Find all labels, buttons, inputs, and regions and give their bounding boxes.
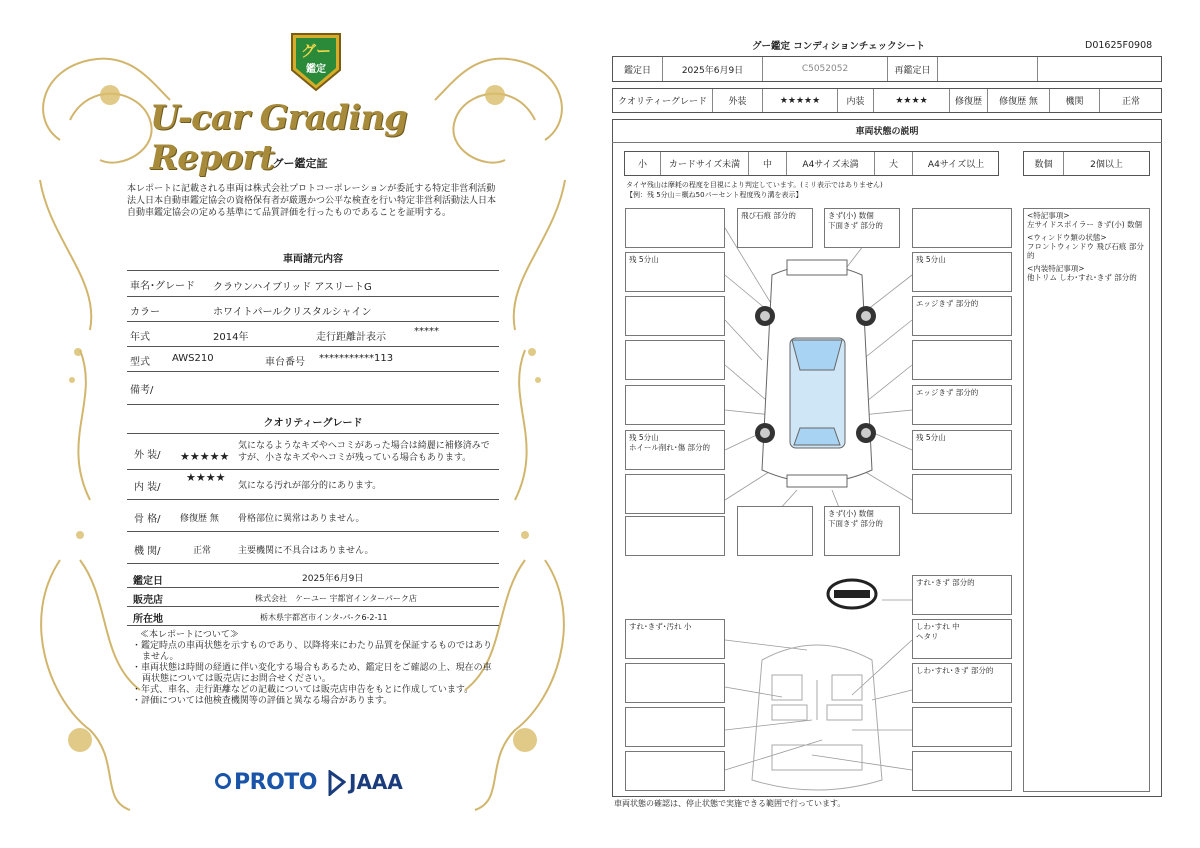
name-value: クラウンハイブリッド アスリートG bbox=[213, 282, 372, 293]
observation-box: すれ･きず 部分的 bbox=[912, 575, 1012, 615]
legend-large: 大 bbox=[875, 152, 913, 175]
special-heading: <特記事項> bbox=[1027, 211, 1070, 220]
remarks-label: 備考/ bbox=[130, 385, 154, 396]
observation-box bbox=[625, 751, 725, 791]
observation-box: 残 5分山 bbox=[912, 430, 1012, 470]
note-item: ・鑑定時点の車両状態を示すものであり、以降将来にわたり品質を保証するものではありません。 bbox=[132, 641, 493, 662]
quality-row bbox=[612, 88, 1162, 113]
mileage-value: ***** bbox=[414, 326, 439, 337]
certificate-title: U-car Grading Report bbox=[150, 98, 407, 178]
report-notes bbox=[130, 630, 500, 707]
observation-box: きず(小) 数個 下面きず 部分的 bbox=[824, 506, 900, 556]
observation-box: 飛び石痕 部分的 bbox=[737, 208, 813, 248]
exterior-desc: 気になるようなキズやヘコミがあった場合は綺麗に補修済みですが、小さなキズやヘコミが残っている場合もあります。 bbox=[238, 441, 490, 463]
interior-stars: ★★★★ bbox=[186, 471, 226, 484]
observation-box bbox=[625, 340, 725, 380]
interior-desc: 気になる汚れが部分的にあります。 bbox=[238, 481, 382, 491]
legend-count: 数個 bbox=[1024, 152, 1064, 175]
engine-label: 機 関/ bbox=[134, 546, 161, 557]
model-label: 型式 bbox=[130, 357, 150, 368]
observation-box bbox=[625, 474, 725, 514]
observation-box bbox=[625, 208, 725, 248]
emblem-top-text: グー bbox=[300, 42, 331, 60]
engine-label: 機関 bbox=[1050, 89, 1100, 112]
engine-value: 正常 bbox=[1121, 97, 1140, 107]
ext-label: 外装 bbox=[713, 89, 763, 112]
sheet-title: グー鑑定 コンディションチェックシート bbox=[752, 41, 926, 52]
tire-note-2: 【例：残 5分山＝概ね50パーセント程度残り溝を表示】 bbox=[626, 191, 803, 199]
observation-box bbox=[625, 707, 725, 747]
observation-box bbox=[912, 751, 1012, 791]
emblem-bottom-text: 鑑定 bbox=[306, 64, 326, 75]
note-item: ・車両状態は時間の経過に伴い変化する場合もあるため、鑑定日をご確認の上、現在の車両状態については販売店にお問合せください。 bbox=[132, 663, 492, 684]
interior-label: 内 装/ bbox=[134, 482, 161, 493]
certificate-intro: 本レポートに記載される車両は株式会社プロトコーポレーションが委託する特定非営利活動法人日本自動車鑑定協会の資格保有者が厳選かつ公平な検査を行い特定非営利活動法人日本自動車鑑定協会の定める基準にて品質評価を行ったものであることを証明する。 bbox=[127, 184, 497, 218]
proto-logo: PROTO bbox=[234, 770, 317, 795]
inspection-code: C5052052 bbox=[763, 57, 888, 81]
note-item: ・評価については他検査機関等の評価と異なる場合があります。 bbox=[132, 696, 393, 706]
observation-box bbox=[625, 385, 725, 425]
int-label: 内装 bbox=[838, 89, 874, 112]
doc-id: D01625F0908 bbox=[1085, 40, 1153, 51]
observation-box: すれ･きず･汚れ 小 bbox=[625, 619, 725, 659]
sheet-footer: 車両状態の確認は、停止状態で実施できる範囲で行っています。 bbox=[614, 799, 846, 808]
shop-value: 株式会社 ケーユー 宇都宮インターパーク店 bbox=[255, 594, 417, 603]
legend-small-desc: カードサイズ未満 bbox=[661, 152, 749, 175]
tire-note-1: タイヤ残山は摩耗の程度を目視により判定しています。(ミリ表示ではありません) bbox=[626, 181, 883, 189]
inspection-date-label: 鑑定日 bbox=[613, 57, 663, 81]
exterior-stars: ★★★★★ bbox=[180, 450, 230, 463]
observation-box: エッジきず 部分的 bbox=[912, 296, 1012, 336]
chassis-value: ***********113 bbox=[319, 353, 394, 364]
observation-box bbox=[737, 506, 813, 556]
goo-emblem bbox=[288, 30, 344, 92]
observation-box bbox=[625, 296, 725, 336]
observation-box bbox=[912, 340, 1012, 380]
color-value: ホワイトパールクリスタルシャイン bbox=[213, 307, 372, 318]
legend-mid: 中 bbox=[749, 152, 787, 175]
count-legend bbox=[1023, 151, 1150, 176]
observation-box bbox=[625, 516, 725, 556]
observation-box: 残 5分山 ホイール削れ･傷 部分的 bbox=[625, 430, 725, 470]
frame-label: 骨 格/ bbox=[134, 514, 161, 525]
reinspect-label: 再鑑定日 bbox=[888, 57, 938, 81]
observation-box: しわ･すれ 中 ヘタリ bbox=[912, 619, 1012, 659]
color-label: カラー bbox=[130, 307, 160, 318]
legend-mid-desc: A4サイズ未満 bbox=[787, 152, 875, 175]
certificate-subtitle: グー鑑定証 bbox=[272, 157, 328, 170]
address-value: 栃木県宇都宮市インタ-パ-ク6-2-11 bbox=[260, 613, 388, 622]
quality-heading: クオリティーグレード bbox=[263, 418, 363, 429]
observation-box: しわ･すれ･きず 部分的 bbox=[912, 663, 1012, 703]
condition-heading: 車両状態の説明 bbox=[612, 119, 1162, 143]
jaaa-logo: JAAA bbox=[349, 770, 403, 794]
jaaa-logo-icon bbox=[328, 770, 346, 796]
ext-stars: ★★★★★ bbox=[763, 89, 838, 112]
legend-large-desc: A4サイズ以上 bbox=[927, 160, 985, 170]
model-value: AWS210 bbox=[172, 353, 214, 364]
interior-item: 他トリム しわ･すれ･きず 部分的 bbox=[1027, 273, 1137, 282]
note-item: ・年式、車名、走行距離などの記載については販売店申告をもとに作成しています。 bbox=[132, 685, 474, 695]
proto-logo-icon bbox=[215, 773, 231, 789]
exterior-label: 外 装/ bbox=[134, 450, 161, 461]
repair-label: 修復歴 bbox=[950, 89, 988, 112]
year-value: 2014年 bbox=[213, 332, 249, 343]
notes-title: ≪本レポートについて≫ bbox=[140, 630, 239, 640]
frame-value: 修復歴 無 bbox=[180, 514, 219, 524]
observation-box bbox=[625, 663, 725, 703]
size-legend bbox=[624, 151, 999, 176]
address-label: 所在地 bbox=[133, 614, 163, 625]
int-stars: ★★★★ bbox=[874, 89, 950, 112]
year-label: 年式 bbox=[130, 332, 150, 343]
mileage-label: 走行距離計表示 bbox=[316, 332, 386, 343]
inspection-date-value: 2025年6月9日 bbox=[663, 57, 763, 81]
legend-count-desc: 2個以上 bbox=[1090, 160, 1123, 170]
date-label: 鑑定日 bbox=[133, 576, 163, 587]
engine-value: 正常 bbox=[193, 546, 212, 556]
observation-box: 残 5分山 bbox=[912, 252, 1012, 292]
frame-desc: 骨格部位に異常はありません。 bbox=[238, 514, 365, 524]
engine-desc: 主要機関に不具合はありません。 bbox=[238, 546, 374, 556]
observation-box bbox=[912, 707, 1012, 747]
observation-box: きず(小) 数個 下面きず 部分的 bbox=[824, 208, 900, 248]
observation-box bbox=[912, 474, 1012, 514]
observation-box: エッジきず 部分的 bbox=[912, 385, 1012, 425]
chassis-label: 車台番号 bbox=[265, 357, 305, 368]
date-value: 2025年6月9日 bbox=[302, 574, 364, 584]
special-item: 左サイドスポイラー きず(小) 数個 bbox=[1027, 220, 1143, 229]
observation-box bbox=[912, 208, 1012, 248]
inspection-date-row bbox=[612, 56, 1162, 82]
window-item: フロントウィンドウ 飛び石痕 部分的 bbox=[1027, 242, 1144, 260]
reinspect-value bbox=[938, 57, 1038, 81]
spec-heading: 車両諸元内容 bbox=[283, 254, 343, 265]
legend-small: 小 bbox=[625, 152, 661, 175]
observation-box: 残 5分山 bbox=[625, 252, 725, 292]
shop-label: 販売店 bbox=[133, 595, 163, 606]
special-notes-panel bbox=[1023, 208, 1150, 792]
interior-heading: <内装特記事項> bbox=[1027, 264, 1085, 273]
window-heading: <ウィンドウ類の状態> bbox=[1027, 233, 1107, 242]
name-label: 車名･グレード bbox=[130, 281, 195, 292]
repair-value: 修復歴 無 bbox=[988, 89, 1050, 112]
quality-label: クオリティーグレード bbox=[613, 89, 713, 112]
